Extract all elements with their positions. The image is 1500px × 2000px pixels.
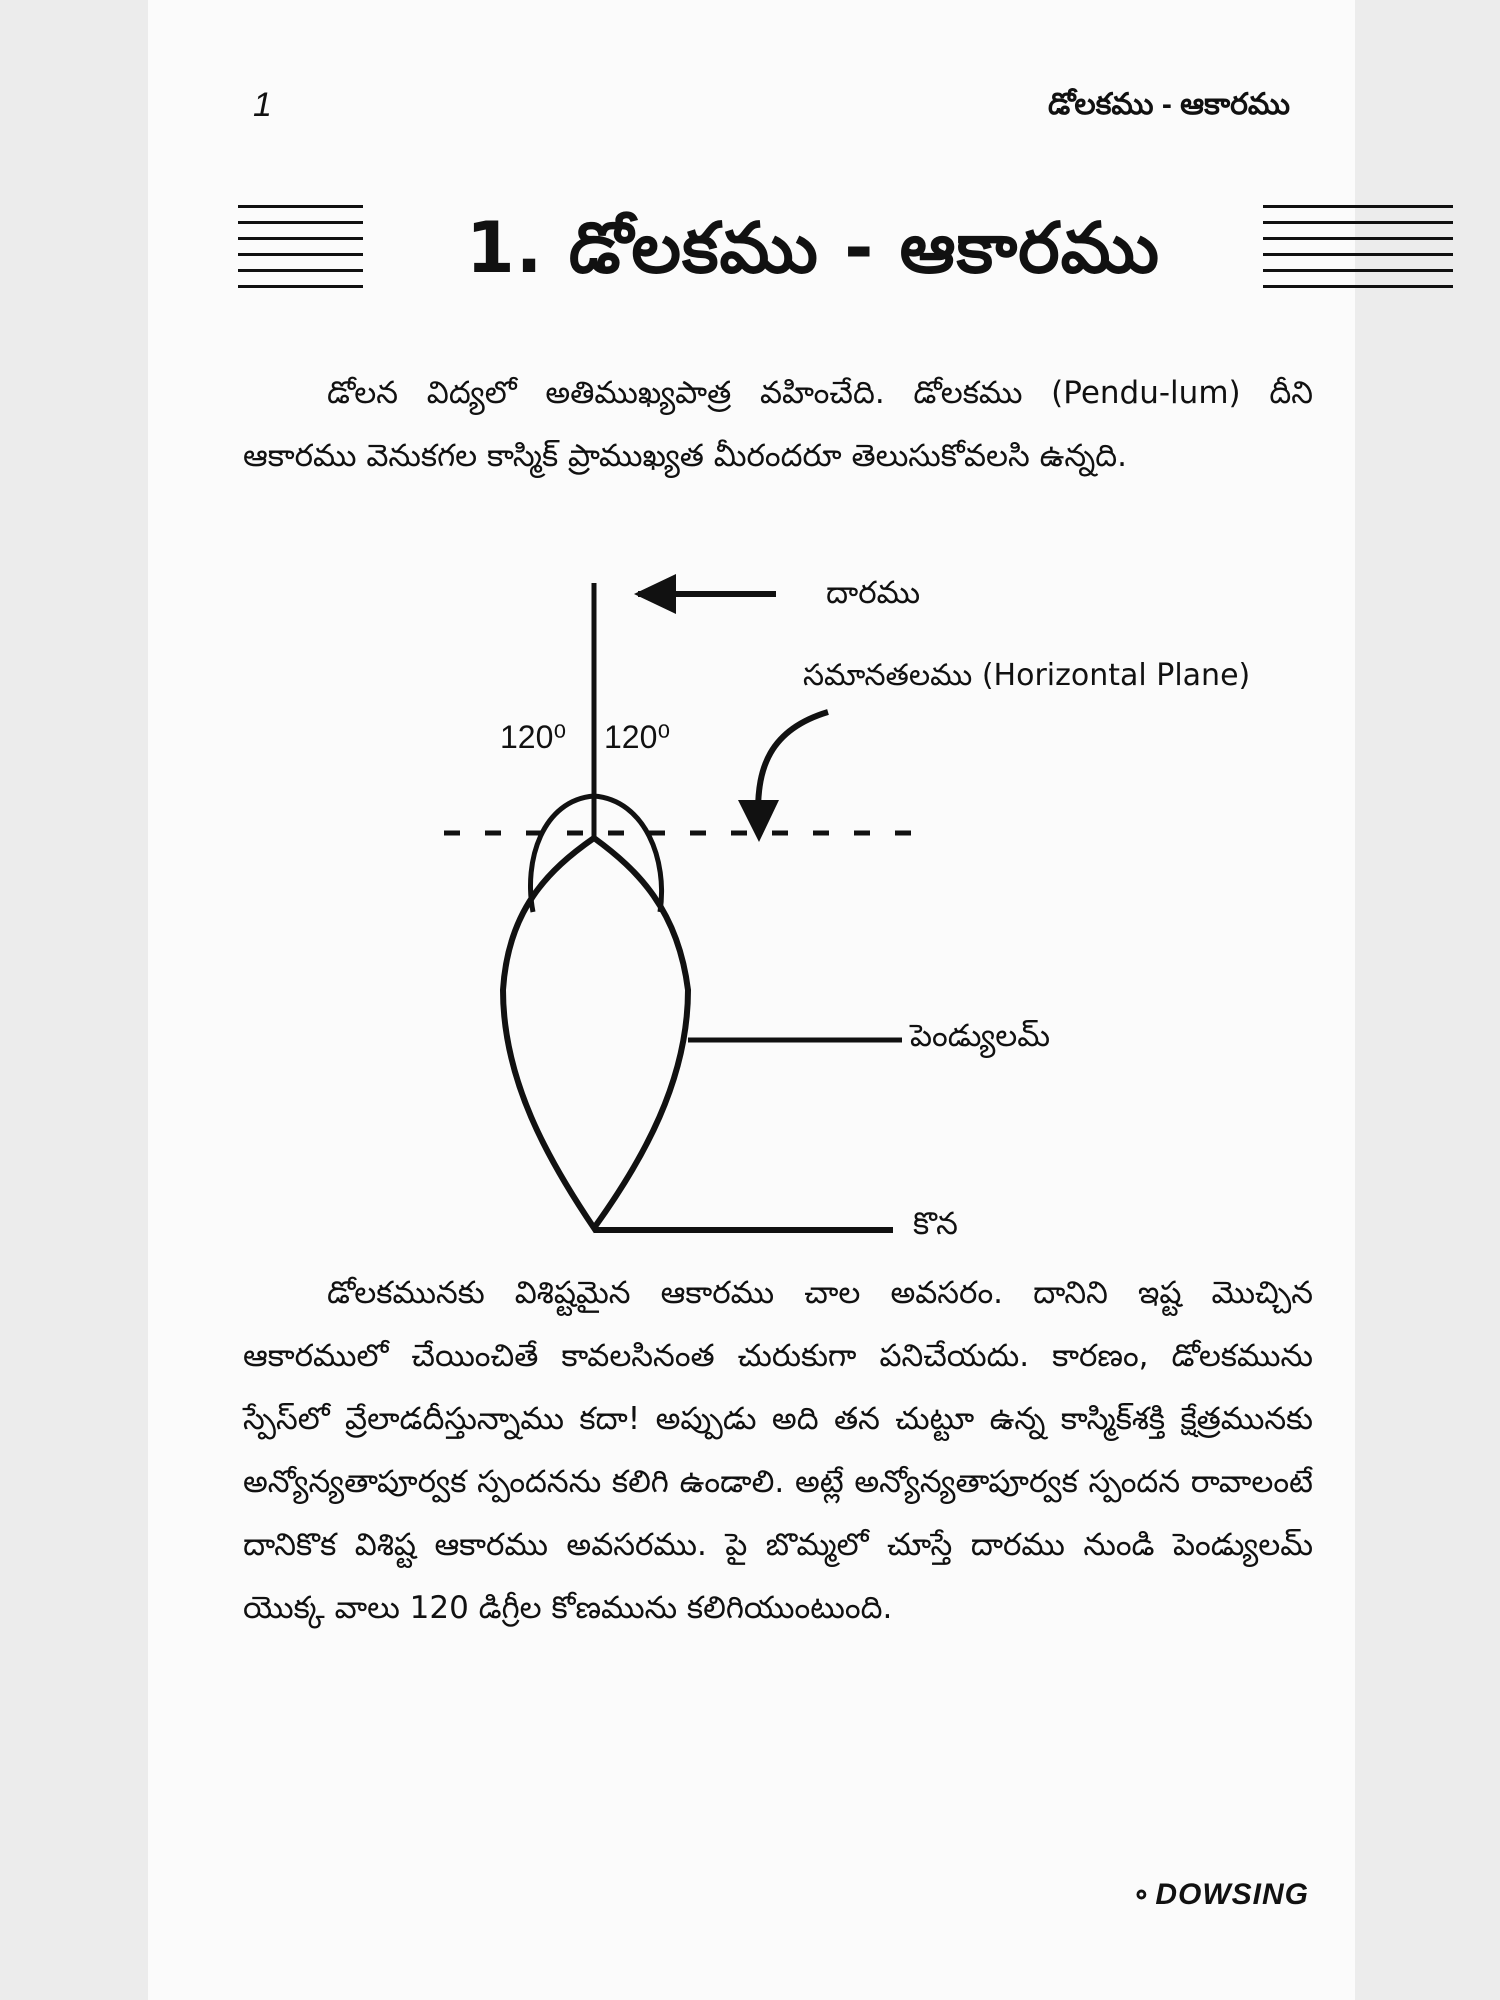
- pendulum-diagram: [148, 0, 1355, 2000]
- pendulum-icon: ⚬: [1130, 1880, 1154, 1910]
- running-title: డోలకము - ఆకారము: [1048, 88, 1290, 121]
- thread-arrow-head: [634, 574, 676, 614]
- angle-left-label: 120⁰: [500, 719, 567, 755]
- logo-text: DOWSING: [1155, 1878, 1309, 1911]
- plane-arrow-curve: [758, 712, 828, 812]
- thread-label: దారము: [826, 575, 921, 611]
- angle-right-label: 120⁰: [604, 719, 671, 755]
- page-number: 1: [253, 86, 272, 124]
- chapter-title: 1. డోలకము - ఆకారము: [363, 198, 1263, 298]
- plane-arrow-head: [738, 800, 779, 842]
- page-margin-right: [1355, 0, 1500, 2000]
- horizontal-plane-label: సమానతలము (Horizontal Plane): [803, 658, 1251, 693]
- body-paragraph: డోలకమునకు విశిష్టమైన ఆకారము చాల అవసరం. దానిని ఇష్ట మొచ్చిన ఆకారములో చేయించితే కావలసినంత చురుకుగా పనిచేయదు. కారణం, డోలకమును స్పేస్‌లో వ్రేలాడదీస్తున్నాము కదా! అప్పుడు అది తన చుట్టూ ఉన్న కాస్మిక్‌శక్తి క్షేత్రమునకు అన్యోన్యతాపూర్వక స్పందనను కలిగి ఉండాలి. అట్లే అన్యోన్యతాపూర్వక స్పందన రావాలంటే దానికొక విశిష్ట ఆకారము అవసరము. పై బొమ్మలో చూస్తే దారము నుండి పెండ్యులమ్ యొక్క వాలు 120 డిగ్రీల కోణమును కలిగియుంటుంది.: [243, 1275, 1313, 1626]
- book-page: [148, 0, 1355, 2000]
- pendulum-label: పెండ్యులమ్: [910, 1018, 1051, 1054]
- dowsing-logo: [1131, 1878, 1309, 1912]
- intro-paragraph: డోలన విద్యలో అతిముఖ్యపాత్ర వహించేది. డోలకము (Pendu-lum) దీని ఆకారము వెనుకగల కాస్మిక్ ప్రాముఖ్యత మీరందరూ తెలుసుకోవలసి ఉన్నది.: [243, 375, 1313, 474]
- tip-label: కొన: [913, 1206, 958, 1242]
- page-margin-left: [0, 0, 148, 2000]
